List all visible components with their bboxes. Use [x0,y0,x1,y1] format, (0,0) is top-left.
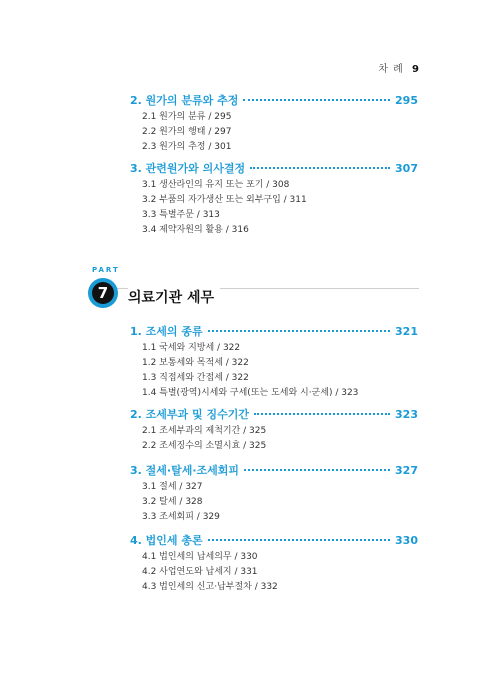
dot-leader [244,469,390,471]
toc-subsection[interactable]: 3.1 절세 / 327 [142,482,203,492]
toc-section-cost-classification [130,92,418,155]
toc-section-heading[interactable] [130,462,418,478]
toc-subsection[interactable]: 2.2 조세징수의 소멸시효 / 325 [142,441,267,451]
toc-section-title: 3. 관련원가와 의사결정 [130,162,246,175]
running-head-label: 차 례 [378,64,404,75]
running-head [378,60,420,75]
toc-subsection[interactable]: 3.2 탈세 / 328 [142,497,203,507]
toc-section-tax-period [130,406,418,454]
toc-subsection[interactable]: 1.2 보통세와 목적세 / 322 [142,358,249,368]
toc-section-title: 4. 법인세 총론 [130,534,203,547]
toc-subsection[interactable]: 1.3 직접세와 간접세 / 322 [142,373,249,383]
toc-subsection[interactable]: 4.2 사업연도와 납세지 / 331 [142,567,258,577]
toc-subsection-list [142,424,418,454]
toc-section-heading[interactable] [130,532,418,548]
toc-subsection[interactable]: 1.1 국세와 지방세 / 322 [142,343,241,353]
toc-section-title: 3. 절세·탈세·조세회피 [130,464,240,477]
toc-subsection-list [142,480,418,525]
toc-subsection-list [142,178,418,238]
toc-section-title: 1. 조세의 종류 [130,325,203,338]
toc-section-page: 330 [395,534,418,547]
toc-subsection[interactable]: 1.4 특별(광역)시세와 구세(또는 도세와 시·군세) / 323 [142,388,359,398]
toc-subsection[interactable]: 3.3 특별주문 / 313 [142,210,220,220]
toc-subsection[interactable]: 2.1 원가의 분류 / 295 [142,112,232,122]
dot-leader [208,539,390,541]
toc-subsection[interactable]: 4.3 법인세의 신고·납부절차 / 332 [142,582,278,592]
toc-section-page: 307 [395,162,418,175]
toc-section-relevant-cost [130,160,418,238]
page-number: 9 [412,64,420,75]
toc-subsection[interactable]: 3.4 제약자원의 활용 / 316 [142,225,249,235]
dot-leader [208,330,390,332]
part-number: 7 [92,282,114,304]
toc-subsection-list [142,110,418,155]
toc-section-page: 321 [395,325,418,338]
toc-section-tax-avoidance [130,462,418,525]
toc-subsection[interactable]: 3.3 조세회피 / 329 [142,512,220,522]
toc-section-heading[interactable] [130,406,418,422]
dot-leader [243,99,390,101]
part-number-badge [88,278,118,308]
toc-section-tax-types [130,323,418,401]
toc-subsection[interactable]: 3.1 생산라인의 유지 또는 포기 / 308 [142,180,290,190]
toc-section-title: 2. 원가의 분류와 추정 [130,94,239,107]
part-title[interactable]: 의료기관 세무 [128,287,220,307]
toc-section-heading[interactable] [130,92,418,108]
toc-subsection-list [142,341,418,401]
toc-section-page: 323 [395,408,418,421]
toc-subsection[interactable]: 3.2 부품의 자가생산 또는 외부구입 / 311 [142,195,307,205]
toc-section-title: 2. 조세부과 및 징수기간 [130,408,249,421]
toc-section-corporate-tax [130,532,418,595]
toc-subsection[interactable]: 2.1 조세부과의 제척기간 / 325 [142,426,267,436]
toc-subsection-list [142,550,418,595]
toc-subsection[interactable]: 4.1 법인세의 납세의무 / 330 [142,552,258,562]
dot-leader [254,413,390,415]
toc-section-heading[interactable] [130,323,418,339]
dot-leader [250,167,390,169]
toc-section-page: 327 [395,464,418,477]
toc-subsection[interactable]: 2.2 원가의 행태 / 297 [142,127,232,137]
part-label: PART [92,266,120,274]
toc-subsection[interactable]: 2.3 원가의 추정 / 301 [142,142,232,152]
toc-section-heading[interactable] [130,160,418,176]
toc-section-page: 295 [395,94,418,107]
